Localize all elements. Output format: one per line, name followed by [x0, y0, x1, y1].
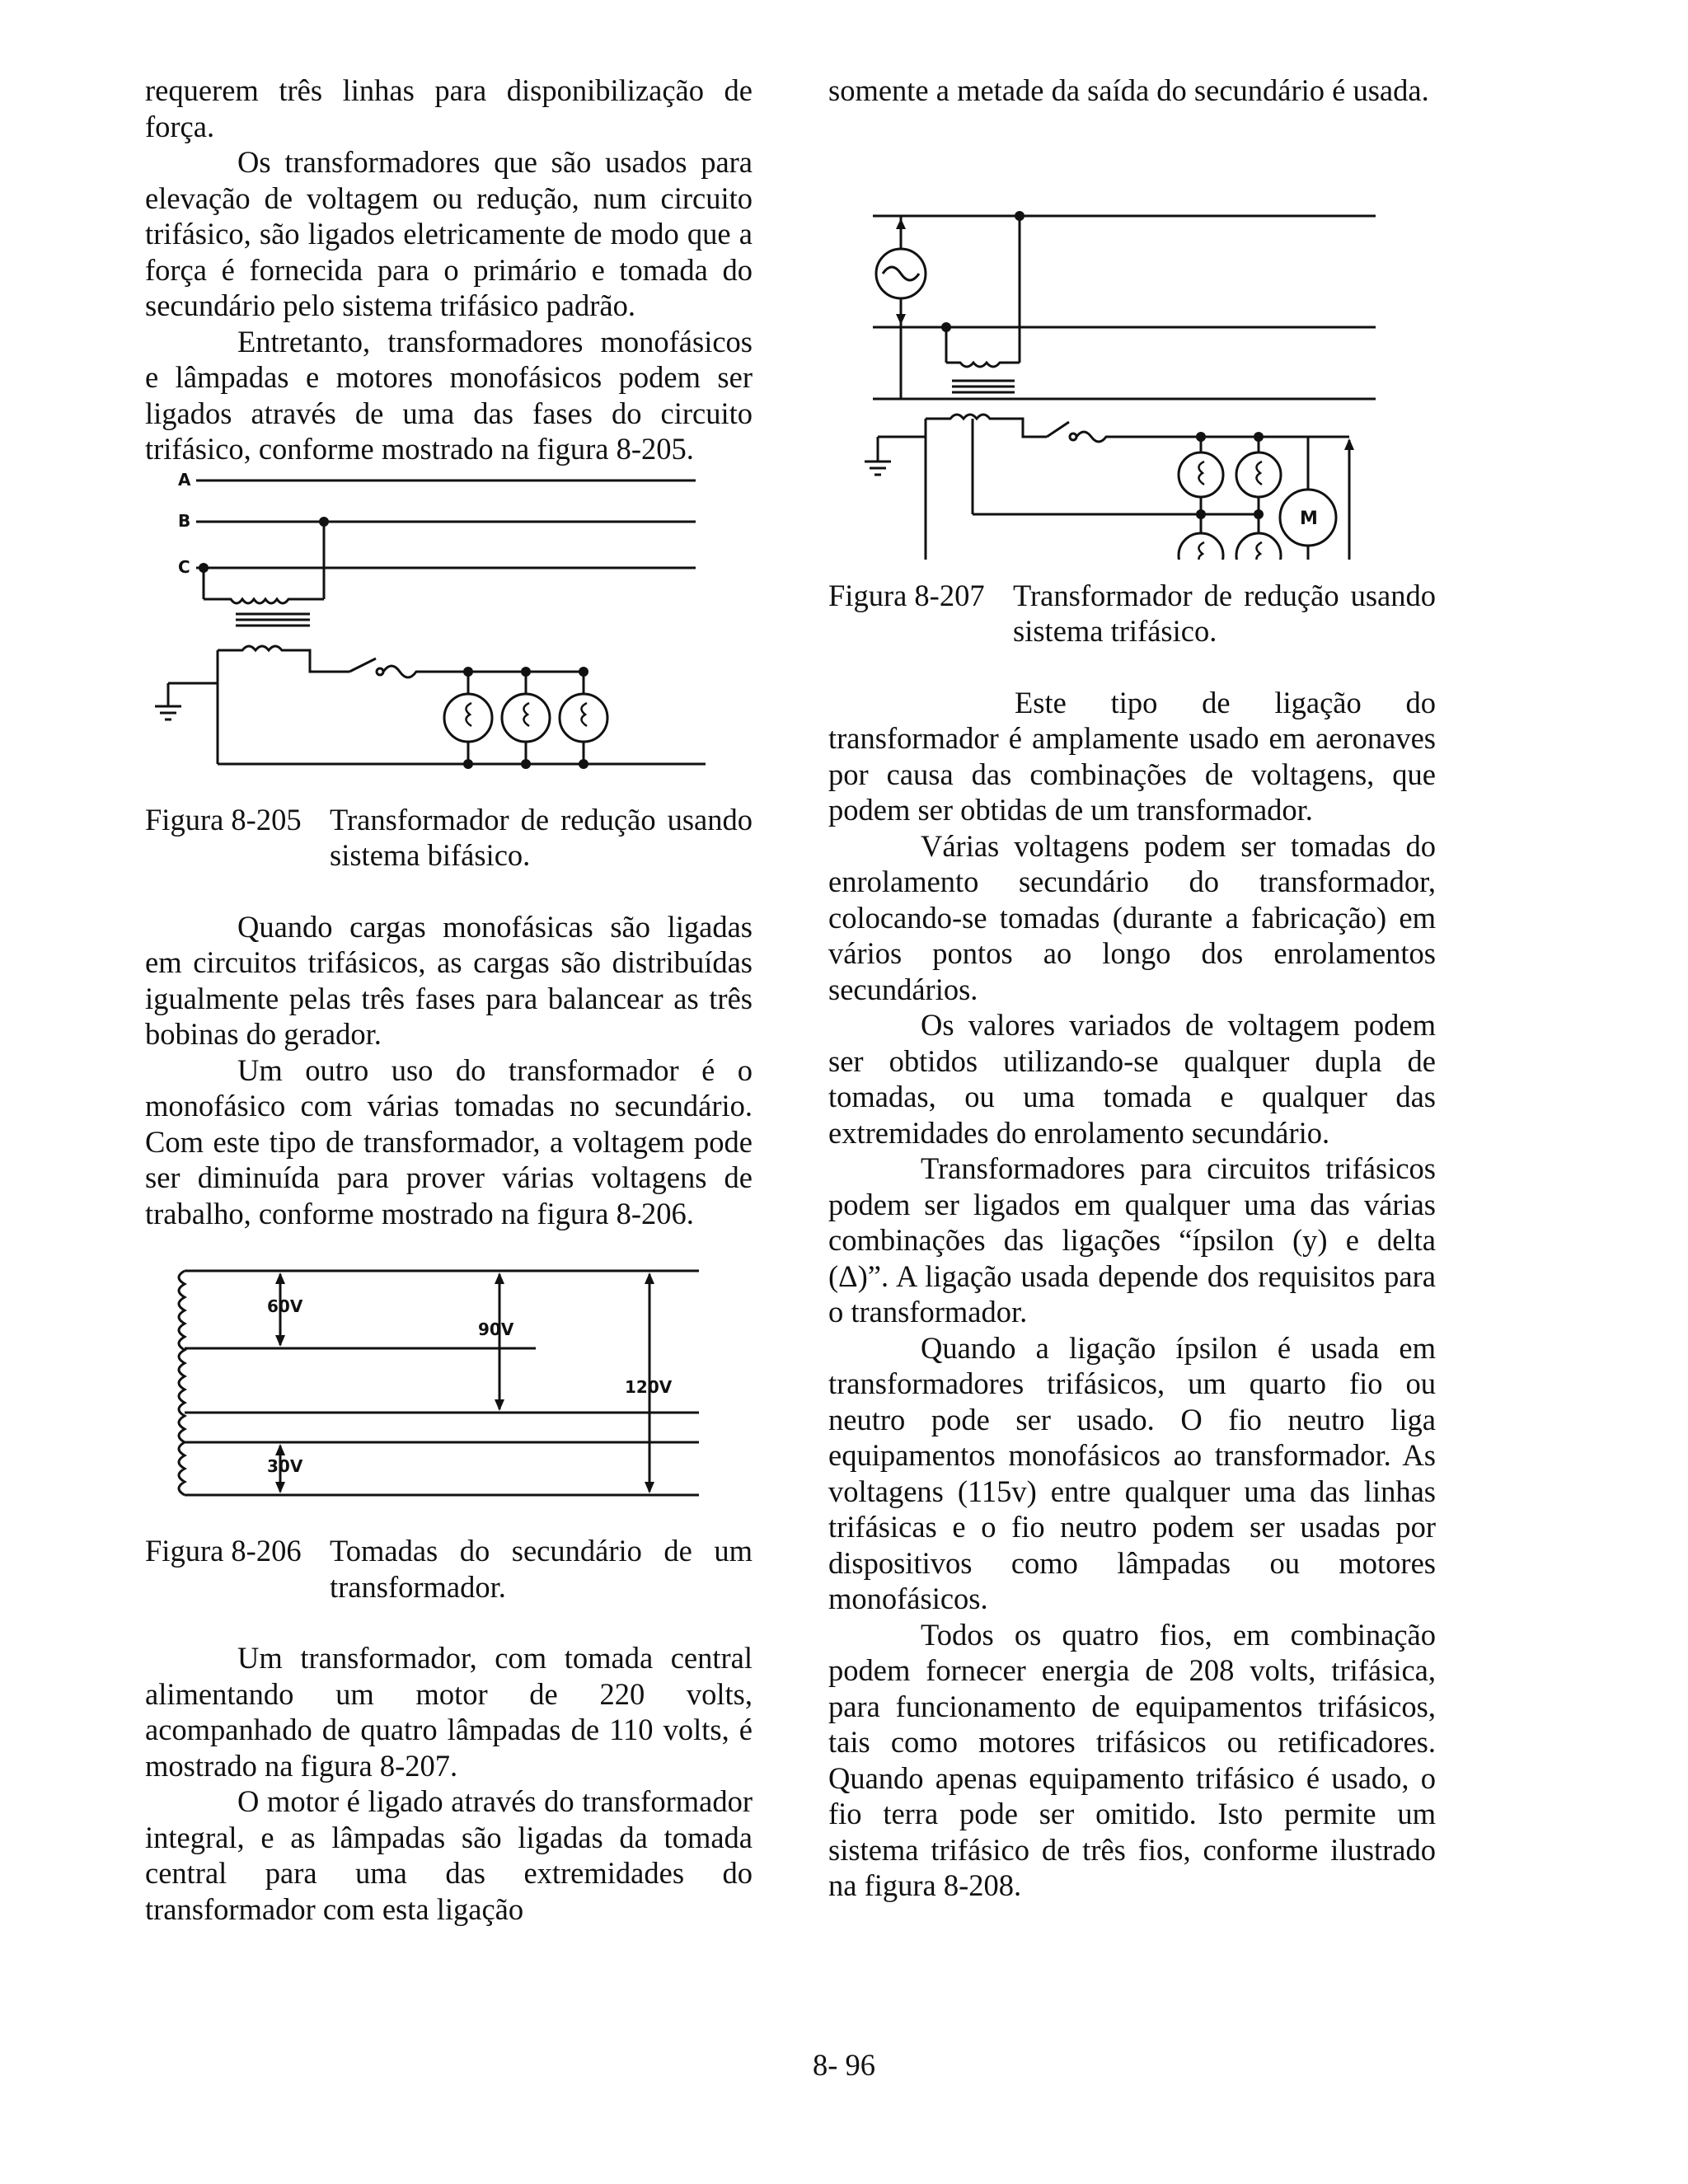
paragraph: Várias voltagens podem ser tomadas do enrolamento secundário do transformador, colocando-se tomadas (durante a fabricação) em vários pontos ao longo dos enrolamentos secundários.: [828, 828, 1436, 1006]
figure-8-207-diagram: [828, 135, 1436, 560]
caption-label: Figura 8-207: [828, 578, 985, 612]
figure-caption-8-207: [828, 578, 1436, 649]
paragraph: Entretanto, transformadores monofásicos e lâmpadas e motores monofásicos podem ser ligados através de uma das fases do circuito trifásico, conforme mostrado na figura 8-205.: [145, 324, 753, 466]
label-b: B: [178, 510, 191, 531]
caption-text: Transformador de redução usando sistema bifásico.: [330, 802, 753, 872]
figure-8-206-diagram: [145, 1259, 753, 1507]
lamp: [560, 694, 607, 742]
primary-coil: [946, 363, 1020, 367]
secondary-coil: [926, 415, 1047, 437]
label-c: C: [178, 556, 190, 577]
paragraph: somente a metade da saída do secundário é usada.: [828, 73, 1429, 107]
caption-text: Tomadas do secundário de um transformador.: [330, 1534, 753, 1604]
label-90v: 90V: [478, 1319, 514, 1339]
left-column: [145, 73, 753, 1927]
label-60v: 60V: [267, 1296, 303, 1316]
page-number: 8- 96: [812, 2048, 876, 2082]
paragraph: requerem três linhas para disponibilização de força.: [145, 73, 753, 143]
paragraph: O motor é ligado através do transformador integral, e as lâmpadas são ligadas da tomada central para uma das extremidades do transformador com esta ligação: [145, 1784, 753, 1926]
label-120v: 120V: [625, 1377, 673, 1397]
figure-caption-8-206: [145, 1533, 753, 1605]
caption-label: Figura 8-205: [145, 802, 302, 837]
switch: [349, 658, 376, 672]
switch: [1047, 422, 1069, 437]
secondary-coil: [218, 646, 349, 672]
right-column: [828, 73, 1436, 1904]
motor-label: M: [1300, 508, 1318, 529]
secondary-winding: [179, 1271, 185, 1495]
paragraph: Os valores variados de voltagem podem ser obtidos utilizando-se qualquer dupla de tomadas, ou uma tomada e qualquer das extremidades do enrolamento secundário.: [828, 1008, 1436, 1150]
paragraph: Este tipo de ligação do transformador é amplamente usado em aeronaves por causa das combinações de voltagens, que podem ser obtidas de um transformador.: [828, 685, 1436, 827]
paragraph: Quando cargas monofásicas são ligadas em circuitos trifásicos, as cargas são distribuídas igualmente pelas três fases para balancear as três bobinas do gerador.: [145, 909, 753, 1051]
lamp: [444, 694, 492, 742]
primary-coil: [204, 599, 324, 603]
figure-8-205-diagram: [145, 467, 753, 797]
paragraph: Quando a ligação ípsilon é usada em transformadores trifásicos, um quarto fio ou neutro pode ser usado. O fio neutro liga equipamentos monofásicos ao transformador. As voltagens (115v) entre qualquer uma das linhas trifásicas e o fio neutro podem ser usadas por dispositivos como lâmpadas ou motores monofásicos.: [828, 1330, 1436, 1615]
paragraph: Transformadores para circuitos trifásicos podem ser ligados em qualquer uma das várias combinações das ligações “ípsilon (y) e delta (Δ)”. A ligação usada depende dos requisitos para o transformador.: [828, 1151, 1436, 1329]
paragraph: Um outro uso do transformador é o monofásico com várias tomadas no secundário. Com este tipo de transformador, a voltagem pode ser diminuída para prover várias voltagens de trabalho, conforme mostrado na figura 8-206.: [145, 1052, 753, 1230]
label-30v: 30V: [267, 1456, 303, 1476]
fuse: [383, 666, 584, 677]
caption-text: Transformador de redução usando sistema trifásico.: [1013, 578, 1436, 648]
label-a: A: [178, 469, 191, 490]
paragraph: Os transformadores que são usados para elevação de voltagem ou redução, num circuito trifásico, são ligados eletricamente de modo que a força é fornecida para o primário e tomada do secundário pelo sistema trifásico padrão.: [145, 145, 753, 322]
lamp: [502, 694, 550, 742]
figure-caption-8-205: [145, 802, 753, 874]
paragraph: Um transformador, com tomada central alimentando um motor de 220 volts, acompanhado de quatro lâmpadas de 110 volts, é mostrado na figura 8-207.: [145, 1641, 753, 1783]
paragraph: Todos os quatro fios, em combinação podem fornecer energia de 208 volts, trifásica, para funcionamento de equipamentos trifásicos, tais como motores trifásicos ou retificadores. Quando apenas equipamento trifásico é usado, o fio terra pode ser omitido. Isto permite um sistema trifásico de três fios, conforme ilustrado na figura 8-208.: [828, 1617, 1436, 1902]
caption-label: Figura 8-206: [145, 1534, 302, 1568]
